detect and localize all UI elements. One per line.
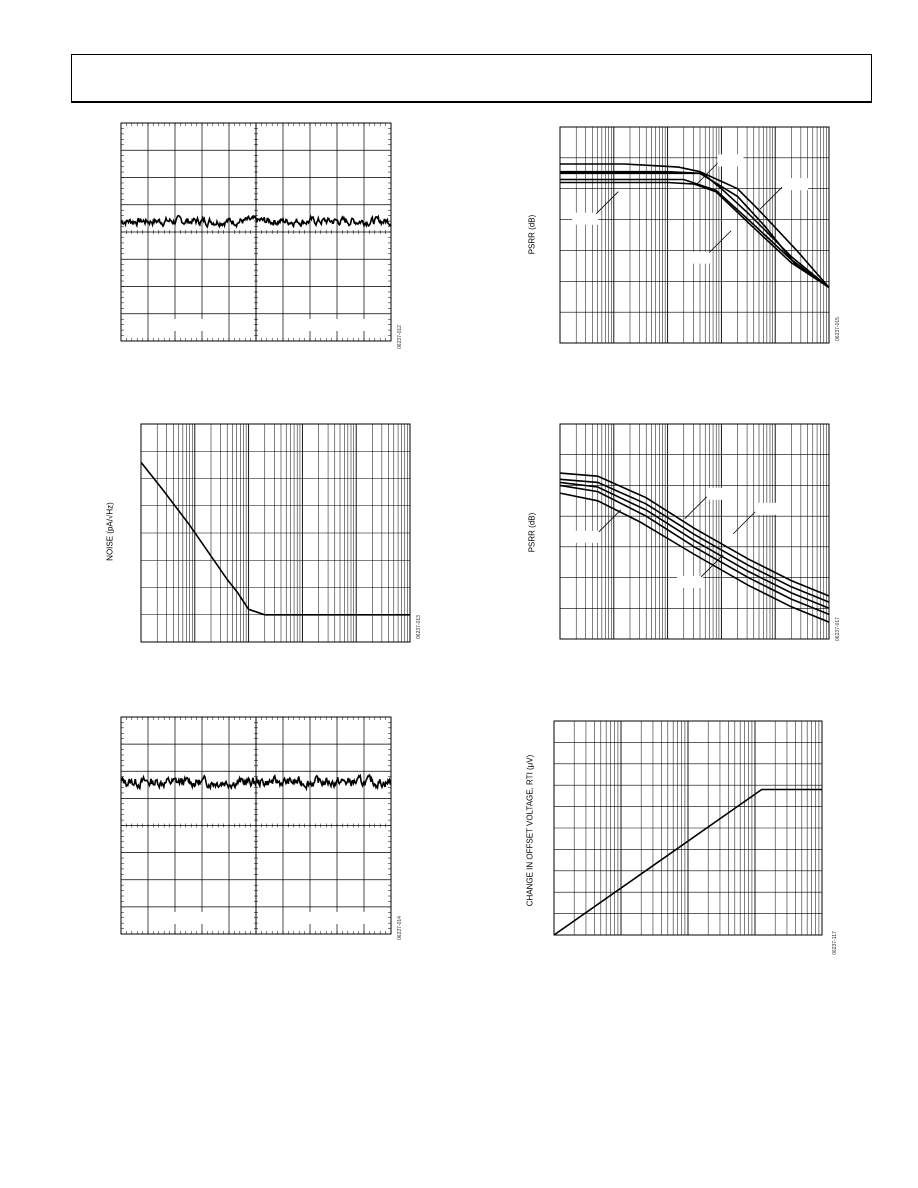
plot-frame — [560, 127, 829, 343]
chart-svg — [560, 127, 829, 343]
legend-label-box-4 — [677, 576, 703, 588]
series-line-4 — [560, 183, 829, 288]
annotation-arrow — [701, 555, 723, 577]
legend-label-box-3 — [755, 503, 781, 515]
annotation-arrow — [596, 192, 618, 214]
figure-id: 06237-015 — [835, 317, 841, 341]
legend-label-box-1 — [572, 213, 598, 225]
figure-id: 06237-012 — [397, 325, 403, 349]
legend-label-box-4 — [685, 252, 711, 264]
series-line-3 — [560, 180, 829, 288]
series-line-1 — [141, 462, 410, 615]
offset-change-chart — [554, 721, 822, 935]
series-line-2 — [560, 173, 829, 287]
chart-svg — [560, 424, 829, 639]
psrr-chart-2 — [560, 424, 829, 639]
scale-label-box — [149, 912, 207, 924]
chart-svg — [141, 424, 410, 642]
annotation-arrow — [685, 497, 707, 519]
noise-time-chart-1 — [121, 123, 391, 341]
figure-id: 06237-013 — [416, 615, 422, 639]
legend-label-box-3 — [782, 178, 808, 190]
series-line-5 — [560, 493, 829, 622]
page-header-rule — [71, 54, 872, 103]
figure-id: 06237-017 — [835, 617, 841, 641]
chart-svg — [121, 717, 391, 934]
figure-id: 06237-014 — [397, 916, 403, 940]
legend-label-box-2 — [707, 488, 733, 500]
y-axis-label: PSRR (dB) — [527, 512, 537, 553]
chart-svg — [554, 721, 822, 935]
y-axis-label: NOISE (pA/√Hz) — [105, 502, 115, 561]
y-axis-label: PSRR (dB) — [527, 214, 537, 255]
annotation-arrow — [733, 512, 755, 534]
series-line-4 — [560, 485, 829, 614]
noise-time-chart-2 — [121, 717, 391, 934]
figure-id: 06237-117 — [832, 931, 838, 955]
psrr-chart-1 — [560, 127, 829, 343]
y-axis-label: CHANGE IN OFFSET VOLTAGE, RTI (μV) — [525, 754, 535, 907]
scale-label-box — [149, 319, 207, 331]
annotation-arrow — [709, 231, 731, 253]
legend-label-box-1 — [575, 531, 601, 543]
chart-svg — [121, 123, 391, 341]
scale-label-box — [305, 912, 365, 924]
annotation-arrow — [599, 510, 621, 532]
current-noise-chart — [141, 424, 410, 642]
scale-label-box — [305, 319, 365, 331]
legend-label-box-2 — [717, 154, 743, 166]
